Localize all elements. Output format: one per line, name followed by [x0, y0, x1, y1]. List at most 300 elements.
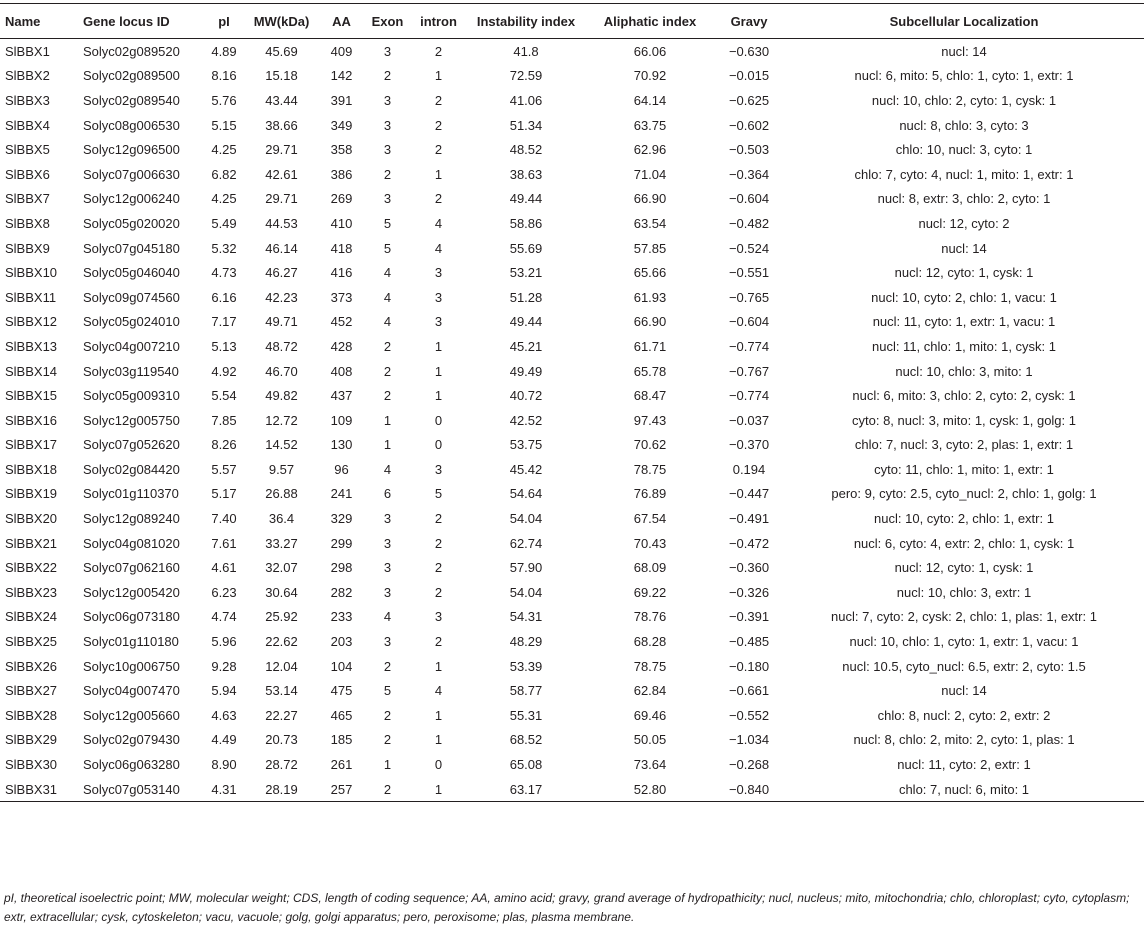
cell-gravy: −0.015 — [728, 68, 770, 84]
cell-gene-locus-id: Solyc07g053140 — [77, 777, 204, 802]
cell-name: SlBBX17 — [5, 437, 58, 453]
cell-aa: 416 — [330, 265, 353, 281]
cell-instability-index: 54.04 — [509, 511, 543, 527]
cell-gravy: −0.391 — [728, 609, 770, 625]
cell-intron: 3 — [434, 461, 443, 477]
header-exon: Exon — [364, 4, 411, 39]
cell-exon: 3 — [383, 142, 392, 158]
cell-exon: 2 — [383, 707, 392, 723]
cell-aliphatic-index: 62.96 — [633, 142, 667, 158]
cell-gene-locus-id: Solyc06g073180 — [83, 609, 180, 625]
cell-gene-locus-id: Solyc05g009310 — [83, 388, 180, 404]
cell-instability-index: 72.59 — [509, 68, 543, 84]
cell-gravy: −0.765 — [728, 289, 770, 305]
cell-intron: 2 — [434, 511, 443, 527]
cell-subcellular-localization: nucl: 12, cyto: 2 — [918, 215, 1010, 231]
cell-instability-index: 51.28 — [509, 289, 543, 305]
cell-aliphatic-index: 65.66 — [633, 265, 667, 281]
cell-exon: 2 — [383, 658, 392, 674]
cell-gene-locus-id: Solyc02g089540 — [83, 92, 180, 108]
cell-pi: 5.15 — [211, 117, 237, 133]
cell-aliphatic-index: 97.43 — [633, 412, 667, 428]
cell-aa: 269 — [330, 191, 353, 207]
cell-pi: 7.61 — [211, 535, 237, 551]
cell-instability-index: 58.86 — [509, 215, 543, 231]
cell-intron: 2 — [434, 634, 443, 650]
cell-mw: 25.92 — [265, 609, 298, 625]
cell-pi: 5.17 — [211, 486, 237, 502]
cell-gene-locus-id: Solyc07g062160 — [83, 560, 180, 576]
table-row — [0, 236, 1144, 261]
cell-exon: 2 — [383, 166, 392, 182]
cell-name: SlBBX23 — [5, 584, 58, 600]
cell-mw: 53.14 — [265, 683, 298, 699]
cell-instability-index: 42.52 — [509, 412, 543, 428]
cell-gene-locus-id: Solyc01g110180 — [83, 634, 179, 650]
cell-exon: 4 — [383, 289, 392, 305]
cell-gene-locus-id: Solyc04g007210 — [83, 338, 180, 354]
cell-gravy: −0.552 — [728, 707, 770, 723]
cell-mw: 12.04 — [265, 658, 298, 674]
cell-gravy: −0.774 — [728, 338, 770, 354]
cell-exon: 3 — [383, 191, 392, 207]
cell-mw: 46.70 — [265, 363, 298, 379]
cell-name: SlBBX10 — [5, 265, 58, 281]
cell-intron: 2 — [434, 117, 443, 133]
cell-name: SlBBX30 — [5, 757, 58, 773]
cell-subcellular-localization: nucl: 10, cyto: 2, chlo: 1, vacu: 1 — [871, 289, 1057, 305]
cell-instability-index: 49.49 — [509, 363, 543, 379]
cell-gravy: −0.551 — [728, 265, 770, 281]
cell-aa: 465 — [330, 707, 353, 723]
cell-exon: 3 — [383, 43, 392, 59]
cell-instability-index: 51.34 — [509, 117, 543, 133]
cell-exon: 1 — [383, 757, 392, 773]
cell-exon: 5 — [383, 215, 392, 231]
header-intron: intron — [411, 4, 466, 39]
cell-instability-index: 63.17 — [466, 777, 586, 802]
cell-aa: 233 — [330, 609, 353, 625]
cell-subcellular-localization: pero: 9, cyto: 2.5, cyto_nucl: 2, chlo: 1, golg: 1 — [831, 486, 1097, 502]
cell-exon: 1 — [383, 437, 392, 453]
cell-subcellular-localization: nucl: 11, chlo: 1, mito: 1, cysk: 1 — [871, 338, 1056, 354]
cell-intron: 1 — [411, 777, 466, 802]
cell-aliphatic-index: 78.76 — [633, 609, 667, 625]
cell-gene-locus-id: Solyc04g007470 — [83, 683, 180, 699]
cell-aa: 373 — [330, 289, 353, 305]
cell-pi: 4.73 — [211, 265, 237, 281]
cell-intron: 2 — [434, 92, 443, 108]
cell-subcellular-localization: nucl: 14 — [941, 43, 987, 59]
cell-instability-index: 68.52 — [509, 732, 543, 748]
cell-exon: 3 — [383, 511, 392, 527]
cell-intron: 3 — [434, 314, 443, 330]
cell-aliphatic-index: 69.46 — [633, 707, 667, 723]
cell-name: SlBBX28 — [5, 707, 58, 723]
table-row — [0, 580, 1144, 605]
cell-intron: 3 — [434, 609, 443, 625]
cell-intron: 4 — [434, 215, 443, 231]
table-row — [0, 137, 1144, 162]
cell-intron: 1 — [434, 732, 443, 748]
cell-exon: 2 — [383, 732, 392, 748]
header-gene-locus-id: Gene locus ID — [77, 4, 204, 39]
cell-aa: 418 — [330, 240, 353, 256]
cell-name: SlBBX9 — [5, 240, 50, 256]
cell-exon: 4 — [383, 609, 392, 625]
cell-pi: 4.92 — [211, 363, 237, 379]
cell-gravy: −0.482 — [728, 215, 770, 231]
table-row — [0, 285, 1144, 310]
cell-pi: 4.61 — [211, 560, 237, 576]
cell-aliphatic-index: 66.90 — [633, 314, 667, 330]
cell-aa: 349 — [330, 117, 353, 133]
cell-gravy: −0.661 — [728, 683, 770, 699]
cell-exon: 6 — [383, 486, 392, 502]
cell-subcellular-localization: nucl: 6, mito: 3, chlo: 2, cyto: 2, cysk: 1 — [852, 388, 1076, 404]
cell-aliphatic-index: 66.90 — [633, 191, 667, 207]
cell-pi: 6.23 — [211, 584, 237, 600]
cell-instability-index: 53.75 — [509, 437, 543, 453]
table-row — [0, 408, 1144, 433]
cell-name: SlBBX16 — [5, 412, 58, 428]
cell-instability-index: 62.74 — [509, 535, 543, 551]
table-row — [0, 605, 1144, 630]
table-row — [0, 211, 1144, 236]
cell-aliphatic-index: 78.75 — [633, 461, 667, 477]
cell-name: SlBBX7 — [5, 191, 50, 207]
table-row — [0, 678, 1144, 703]
cell-name: SlBBX8 — [5, 215, 50, 231]
cell-name: SlBBX15 — [5, 388, 58, 404]
cell-gene-locus-id: Solyc01g110370 — [83, 486, 179, 502]
cell-pi: 4.74 — [211, 609, 237, 625]
cell-aa: 130 — [330, 437, 353, 453]
cell-aliphatic-index: 69.22 — [633, 584, 667, 600]
cell-aa: 391 — [330, 92, 353, 108]
header-mw: MW(kDa) — [244, 4, 319, 39]
cell-gene-locus-id: Solyc05g046040 — [83, 265, 180, 281]
cell-gene-locus-id: Solyc06g063280 — [83, 757, 180, 773]
table-row — [0, 728, 1144, 753]
cell-instability-index: 48.52 — [509, 142, 543, 158]
cell-mw: 22.27 — [265, 707, 298, 723]
table-row — [0, 64, 1144, 89]
cell-instability-index: 53.39 — [509, 658, 543, 674]
cell-gene-locus-id: Solyc03g119540 — [83, 363, 179, 379]
cell-instability-index: 58.77 — [509, 683, 543, 699]
cell-exon: 4 — [383, 265, 392, 281]
cell-aa: 104 — [330, 658, 353, 674]
cell-exon: 2 — [383, 363, 392, 379]
cell-exon: 3 — [383, 634, 392, 650]
cell-pi: 4.31 — [204, 777, 244, 802]
table-row — [0, 482, 1144, 507]
cell-gene-locus-id: Solyc04g081020 — [83, 535, 180, 551]
cell-name: SlBBX14 — [5, 363, 58, 379]
cell-gene-locus-id: Solyc12g005420 — [83, 584, 180, 600]
cell-aliphatic-index: 71.04 — [633, 166, 667, 182]
cell-intron: 2 — [434, 535, 443, 551]
cell-gravy: −0.472 — [728, 535, 770, 551]
cell-pi: 4.89 — [211, 43, 237, 59]
cell-subcellular-localization: nucl: 11, cyto: 2, extr: 1 — [897, 757, 1031, 773]
cell-intron: 1 — [434, 363, 443, 379]
cell-exon: 3 — [383, 117, 392, 133]
cell-mw: 42.23 — [265, 289, 298, 305]
cell-gravy: −0.447 — [728, 486, 770, 502]
cell-name: SlBBX6 — [5, 166, 50, 182]
cell-aliphatic-index: 61.71 — [633, 338, 667, 354]
cell-intron: 4 — [434, 683, 443, 699]
cell-exon: 5 — [383, 683, 392, 699]
cell-mw: 46.14 — [265, 240, 298, 256]
cell-aa: 410 — [330, 215, 353, 231]
cell-aa: 282 — [330, 584, 353, 600]
cell-gravy: −0.767 — [728, 363, 770, 379]
cell-aa: 475 — [330, 683, 353, 699]
cell-subcellular-localization: nucl: 11, cyto: 1, extr: 1, vacu: 1 — [872, 314, 1056, 330]
cell-name: SlBBX26 — [5, 658, 58, 674]
cell-gravy: −0.268 — [728, 757, 770, 773]
cell-pi: 8.90 — [211, 757, 237, 773]
table-row — [0, 39, 1144, 64]
cell-subcellular-localization: nucl: 8, extr: 3, chlo: 2, cyto: 1 — [877, 191, 1051, 207]
cell-exon: 2 — [364, 777, 411, 802]
cell-aliphatic-index: 57.85 — [633, 240, 667, 256]
table-row — [0, 260, 1144, 285]
table-footnote: pI, theoretical isoelectric point; MW, molecular weight; CDS, length of coding sequence; AA, amino acid; gravy, grand average of hydropathicity; nucl, nucleus; mito, mitochondria; chlo, chloroplast; cyto, cytoplasm; extr, extracellular; cysk, cytoskeleton; vacu, vacuole; golg, golgi apparatus; pero, peroxisome; plas, plasma membrane. — [4, 891, 1130, 924]
cell-gene-locus-id: Solyc02g084420 — [83, 461, 180, 477]
cell-subcellular-localization: nucl: 8, chlo: 3, cyto: 3 — [899, 117, 1029, 133]
cell-intron: 1 — [434, 166, 443, 182]
cell-subcellular-localization: nucl: 10, chlo: 1, cyto: 1, extr: 1, vacu: 1 — [849, 634, 1079, 650]
cell-gravy: −0.774 — [728, 388, 770, 404]
cell-gene-locus-id: Solyc02g089520 — [83, 43, 180, 59]
table-row — [0, 162, 1144, 187]
cell-aliphatic-index: 76.89 — [633, 486, 667, 502]
cell-gene-locus-id: Solyc12g096500 — [83, 142, 180, 158]
cell-instability-index: 48.29 — [509, 634, 543, 650]
cell-mw: 15.18 — [265, 68, 298, 84]
cell-mw: 33.27 — [265, 535, 298, 551]
cell-gravy: −0.491 — [728, 511, 770, 527]
cell-gravy: −0.370 — [728, 437, 770, 453]
cell-gravy: −0.625 — [728, 92, 770, 108]
cell-mw: 46.27 — [265, 265, 298, 281]
cell-gene-locus-id: Solyc05g024010 — [83, 314, 180, 330]
cell-aliphatic-index: 68.47 — [633, 388, 667, 404]
cell-mw: 32.07 — [265, 560, 298, 576]
cell-subcellular-localization: nucl: 10, cyto: 2, chlo: 1, extr: 1 — [874, 511, 1054, 527]
cell-instability-index: 55.31 — [509, 707, 543, 723]
cell-pi: 8.16 — [211, 68, 237, 84]
cell-mw: 26.88 — [265, 486, 298, 502]
cell-intron: 0 — [434, 757, 443, 773]
cell-aliphatic-index: 50.05 — [633, 732, 667, 748]
cell-instability-index: 54.04 — [509, 584, 543, 600]
cell-gravy: −0.602 — [728, 117, 770, 133]
cell-mw: 30.64 — [265, 584, 298, 600]
cell-subcellular-localization: nucl: 6, mito: 5, chlo: 1, cyto: 1, extr: 1 — [854, 68, 1074, 84]
cell-name: SlBBX2 — [5, 68, 50, 84]
cell-exon: 3 — [383, 535, 392, 551]
header-subcellular-localization: Subcellular Localization — [784, 4, 1144, 39]
cell-subcellular-localization: nucl: 10, chlo: 3, extr: 1 — [896, 584, 1032, 600]
cell-pi: 5.49 — [211, 215, 237, 231]
cell-mw: 43.44 — [265, 92, 298, 108]
cell-subcellular-localization: cyto: 8, nucl: 3, mito: 1, cysk: 1, golg: 1 — [852, 412, 1076, 428]
cell-gene-locus-id: Solyc12g005750 — [83, 412, 180, 428]
cell-exon: 3 — [383, 92, 392, 108]
cell-aa: 329 — [330, 511, 353, 527]
cell-gravy: −0.524 — [728, 240, 770, 256]
cell-intron: 1 — [434, 338, 443, 354]
cell-pi: 5.94 — [211, 683, 237, 699]
cell-aa: 409 — [330, 43, 353, 59]
cell-aa: 452 — [330, 314, 353, 330]
cell-intron: 1 — [434, 707, 443, 723]
cell-aa: 261 — [330, 757, 353, 773]
cell-gravy: −0.840 — [714, 777, 784, 802]
cell-pi: 7.17 — [211, 314, 237, 330]
cell-instability-index: 38.63 — [509, 166, 543, 182]
cell-instability-index: 57.90 — [509, 560, 543, 576]
cell-pi: 4.63 — [211, 707, 237, 723]
table-row — [0, 113, 1144, 138]
cell-subcellular-localization: chlo: 7, nucl: 6, mito: 1 — [784, 777, 1144, 802]
cell-pi: 5.13 — [211, 338, 237, 354]
cell-intron: 5 — [434, 486, 443, 502]
cell-mw: 14.52 — [265, 437, 298, 453]
cell-subcellular-localization: nucl: 14 — [941, 240, 987, 256]
cell-gravy: −0.503 — [728, 142, 770, 158]
cell-intron: 2 — [434, 142, 443, 158]
cell-exon: 5 — [383, 240, 392, 256]
cell-gene-locus-id: Solyc08g006530 — [83, 117, 180, 133]
cell-intron: 2 — [434, 191, 443, 207]
cell-aa: 358 — [330, 142, 353, 158]
cell-instability-index: 40.72 — [509, 388, 543, 404]
cell-instability-index: 45.21 — [509, 338, 543, 354]
cell-aa: 437 — [330, 388, 353, 404]
table-row — [0, 629, 1144, 654]
cell-aa: 299 — [330, 535, 353, 551]
cell-gene-locus-id: Solyc09g074560 — [83, 289, 180, 305]
cell-gravy: −0.364 — [728, 166, 770, 182]
cell-aliphatic-index: 67.54 — [633, 511, 667, 527]
cell-gravy: −0.604 — [728, 314, 770, 330]
cell-name: SlBBX20 — [5, 511, 58, 527]
cell-exon: 4 — [383, 461, 392, 477]
cell-pi: 5.57 — [211, 461, 237, 477]
cell-mw: 45.69 — [265, 43, 298, 59]
cell-pi: 5.54 — [211, 388, 237, 404]
cell-instability-index: 49.44 — [509, 191, 543, 207]
cell-name: SlBBX27 — [5, 683, 58, 699]
cell-aa: 408 — [330, 363, 353, 379]
cell-mw: 49.82 — [265, 388, 298, 404]
table-row — [0, 654, 1144, 679]
cell-aliphatic-index: 68.28 — [633, 634, 667, 650]
cell-subcellular-localization: nucl: 14 — [941, 683, 987, 699]
cell-mw: 44.53 — [265, 215, 298, 231]
cell-exon: 4 — [383, 314, 392, 330]
cell-aa: 185 — [330, 732, 353, 748]
cell-pi: 4.25 — [211, 142, 237, 158]
cell-subcellular-localization: chlo: 7, nucl: 3, cyto: 2, plas: 1, extr: 1 — [854, 437, 1074, 453]
cell-name: SlBBX3 — [5, 92, 50, 108]
cell-gene-locus-id: Solyc10g006750 — [83, 658, 180, 674]
cell-subcellular-localization: nucl: 6, cyto: 4, extr: 2, chlo: 1, cysk: 1 — [853, 535, 1075, 551]
cell-aa: 203 — [330, 634, 353, 650]
cell-mw: 38.66 — [265, 117, 298, 133]
cell-aliphatic-index: 78.75 — [633, 658, 667, 674]
cell-aliphatic-index: 61.93 — [633, 289, 667, 305]
table-row — [0, 187, 1144, 212]
cell-gravy: 0.194 — [732, 461, 766, 477]
cell-aliphatic-index: 62.84 — [633, 683, 667, 699]
cell-aa: 386 — [330, 166, 353, 182]
cell-gravy: −0.326 — [728, 584, 770, 600]
cell-intron: 0 — [434, 412, 443, 428]
cell-gene-locus-id: Solyc07g052620 — [83, 437, 180, 453]
table-row — [0, 310, 1144, 335]
cell-gravy: −0.360 — [728, 560, 770, 576]
cell-aa: 257 — [319, 777, 364, 802]
cell-pi: 4.25 — [211, 191, 237, 207]
cell-name: SlBBX12 — [5, 314, 58, 330]
cell-mw: 42.61 — [265, 166, 298, 182]
cell-gene-locus-id: Solyc07g006630 — [83, 166, 180, 182]
cell-exon: 2 — [383, 68, 392, 84]
cell-aliphatic-index: 65.78 — [633, 363, 667, 379]
cell-name: SlBBX18 — [5, 461, 58, 477]
cell-instability-index: 41.06 — [509, 92, 543, 108]
cell-mw: 9.57 — [268, 461, 295, 477]
cell-mw: 22.62 — [265, 634, 298, 650]
cell-pi: 5.76 — [211, 92, 237, 108]
cell-mw: 20.73 — [265, 732, 298, 748]
cell-aa: 142 — [330, 68, 353, 84]
table-row — [0, 555, 1144, 580]
cell-aa: 96 — [334, 461, 349, 477]
table-row — [0, 433, 1144, 458]
cell-subcellular-localization: nucl: 10.5, cyto_nucl: 6.5, extr: 2, cyto: 1.5 — [842, 658, 1086, 674]
table-row — [0, 359, 1144, 384]
header-aliphatic-index: Aliphatic index — [586, 4, 714, 39]
cell-mw: 12.72 — [265, 412, 298, 428]
cell-pi: 8.26 — [211, 437, 237, 453]
cell-subcellular-localization: nucl: 10, chlo: 3, mito: 1 — [895, 363, 1033, 379]
cell-intron: 1 — [434, 68, 443, 84]
cell-name: SlBBX22 — [5, 560, 58, 576]
cell-gravy: −0.180 — [728, 658, 770, 674]
cell-intron: 3 — [434, 265, 443, 281]
cell-subcellular-localization: nucl: 10, chlo: 2, cyto: 1, cysk: 1 — [871, 92, 1057, 108]
cell-subcellular-localization: nucl: 8, chlo: 2, mito: 2, cyto: 1, plas: 1 — [853, 732, 1075, 748]
cell-intron: 4 — [434, 240, 443, 256]
cell-instability-index: 54.64 — [509, 486, 543, 502]
cell-name: SlBBX1 — [5, 43, 50, 59]
cell-subcellular-localization: nucl: 12, cyto: 1, cysk: 1 — [894, 265, 1034, 281]
table-row — [0, 383, 1144, 408]
cell-exon: 2 — [383, 338, 392, 354]
cell-exon: 2 — [383, 388, 392, 404]
cell-name: SlBBX29 — [5, 732, 58, 748]
cell-name: SlBBX5 — [5, 142, 50, 158]
cell-aliphatic-index: 63.54 — [633, 215, 667, 231]
